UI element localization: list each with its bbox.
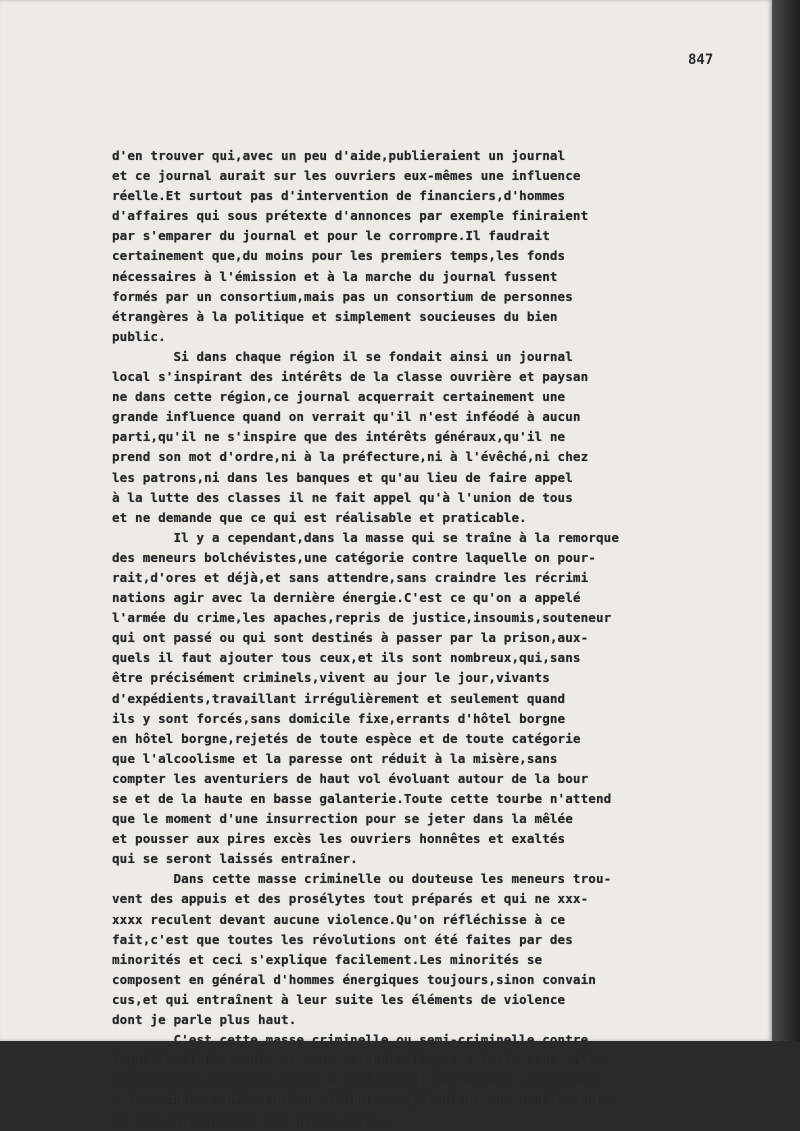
text-line: formés par un consortium,mais pas un consortium de personnes <box>112 288 573 304</box>
text-line: et ce journal aurait sur les ouvriers eux-mêmes une influence <box>112 168 581 184</box>
text-line: nations agir avec la dernière énergie.C'est ce qu'on a appelé <box>112 590 581 606</box>
text-line: ne dans cette région,ce journal acquerrait certainement une <box>112 389 566 405</box>
text-line: et pousser aux pires excès les ouvriers honnêtes et exaltés <box>112 831 566 847</box>
text-line: nécessaires à l'émission et à la marche du journal fussent <box>112 268 558 284</box>
text-line: xxxx reculent devant aucune violence.Qu'on réfléchisse à ce <box>112 911 566 927</box>
page-number: 847 <box>688 52 714 68</box>
text-line: prend son mot d'ordre,ni à la préfecture,ni à l'évêché,ni chez <box>112 449 589 465</box>
text-line: fait,c'est que toutes les révolutions ont été faites par des <box>112 931 573 947</box>
text-line: qui ont passé ou qui sont destinés à passer par la prison,aux- <box>112 630 589 646</box>
text-line: être précisément criminels,vivent au jour le jour,vivants <box>112 670 550 686</box>
text-line: composent en général d'hommes énergiques toujours,sinon convain <box>112 971 596 987</box>
text-line: des meneurs bolchévistes,une catégorie contre laquelle on pour- <box>112 549 596 565</box>
text-line: hommes,peut-être plus,prêts à tout et qui,au moindre soulèvement <box>112 1072 604 1088</box>
text-line: dont je parle plus haut. <box>112 1012 297 1028</box>
text-line: rait,d'ores et déjà,et sans attendre,sans craindre les récrimi <box>112 569 589 585</box>
text-line: que le moment d'une insurrection pour se jeter dans la mêlée <box>112 811 573 827</box>
text-line: C'est cette masse criminelle ou semi-criminelle contre <box>112 1032 589 1048</box>
text-line: par s'emparer du journal et pour le corrompre.Il faudrait <box>112 228 550 244</box>
text-line: d'affaires qui sous prétexte d'annonces par exemple finiraient <box>112 208 589 224</box>
text-line: l'armée du crime,les apaches,repris de justice,insoumis,souteneur <box>112 610 612 626</box>
text-line: local s'inspirant des intérêts de la classe ouvrière et paysan <box>112 369 589 385</box>
text-line: public. <box>112 328 166 344</box>
text-line: Dans cette masse criminelle ou douteuse les meneurs trou- <box>112 871 612 887</box>
text-line: minorités et ceci s'explique facilement.Les minorités se <box>112 951 543 967</box>
text-line: quels il faut ajouter tous ceux,et ils sont nombreux,qui,sans <box>112 650 581 666</box>
text-line: Si dans chaque région il se fondait ainsi un journal <box>112 348 573 364</box>
text-line: certainement que,du moins pour les premiers temps,les fonds <box>112 248 566 264</box>
text-line: à la moindre manifestation violente se joindront aux manifestants <box>112 1092 612 1108</box>
text-line: cus,et qui entraînent à leur suite les éléments de violence <box>112 991 566 1007</box>
text-line: les patrons,ni dans les banques et qu'au lieu de faire appel <box>112 469 573 485</box>
text-line: en hôtel borgne,rejetés de toute espèce et de toute catégorie <box>112 730 581 746</box>
text-line: d'expédients,travaillant irrégulièrement et seulement quand <box>112 690 566 706</box>
text-line: se et de la haute en basse galanterie.Toute cette tourbe n'attend <box>112 791 612 806</box>
text-line: Il y a cependant,dans la masse qui se traîne à la remorque <box>112 529 620 545</box>
text-line: qui se seront laissés entraîner. <box>112 851 358 867</box>
scan-border <box>772 0 800 1041</box>
text-line: et les entraîneront aux pires excès. <box>112 1112 389 1128</box>
typed-body-text <box>112 146 772 1131</box>
text-line: laquelle il faut agir et sans attendre.Il y a à Paris cent mille <box>112 1052 604 1068</box>
text-line: réelle.Et surtout pas d'intervention de financiers,d'hommes <box>112 188 566 204</box>
text-line: ils y sont forcés,sans domicile fixe,errants d'hôtel borgne <box>112 710 566 726</box>
text-line: grande influence quand on verrait qu'il n'est inféodé à aucun <box>112 409 581 425</box>
text-line: vent des appuis et des prosélytes tout préparés et qui ne xxx- <box>112 891 589 907</box>
text-line: étrangères à la politique et simplement soucieuses du bien <box>112 308 558 324</box>
text-line: que l'alcoolisme et la paresse ont réduit à la misère,sans <box>112 750 558 766</box>
text-line: et ne demande que ce qui est réalisable et praticable. <box>112 509 527 525</box>
text-line: compter les aventuriers de haut vol évoluant autour de la bour <box>112 770 589 786</box>
text-line: d'en trouver qui,avec un peu d'aide,publieraient un journal <box>112 148 566 163</box>
text-line: parti,qu'il ne s'inspire que des intérêts généraux,qu'il ne <box>112 429 566 445</box>
text-line: à la lutte des classes il ne fait appel qu'à l'union de tous <box>112 489 573 505</box>
